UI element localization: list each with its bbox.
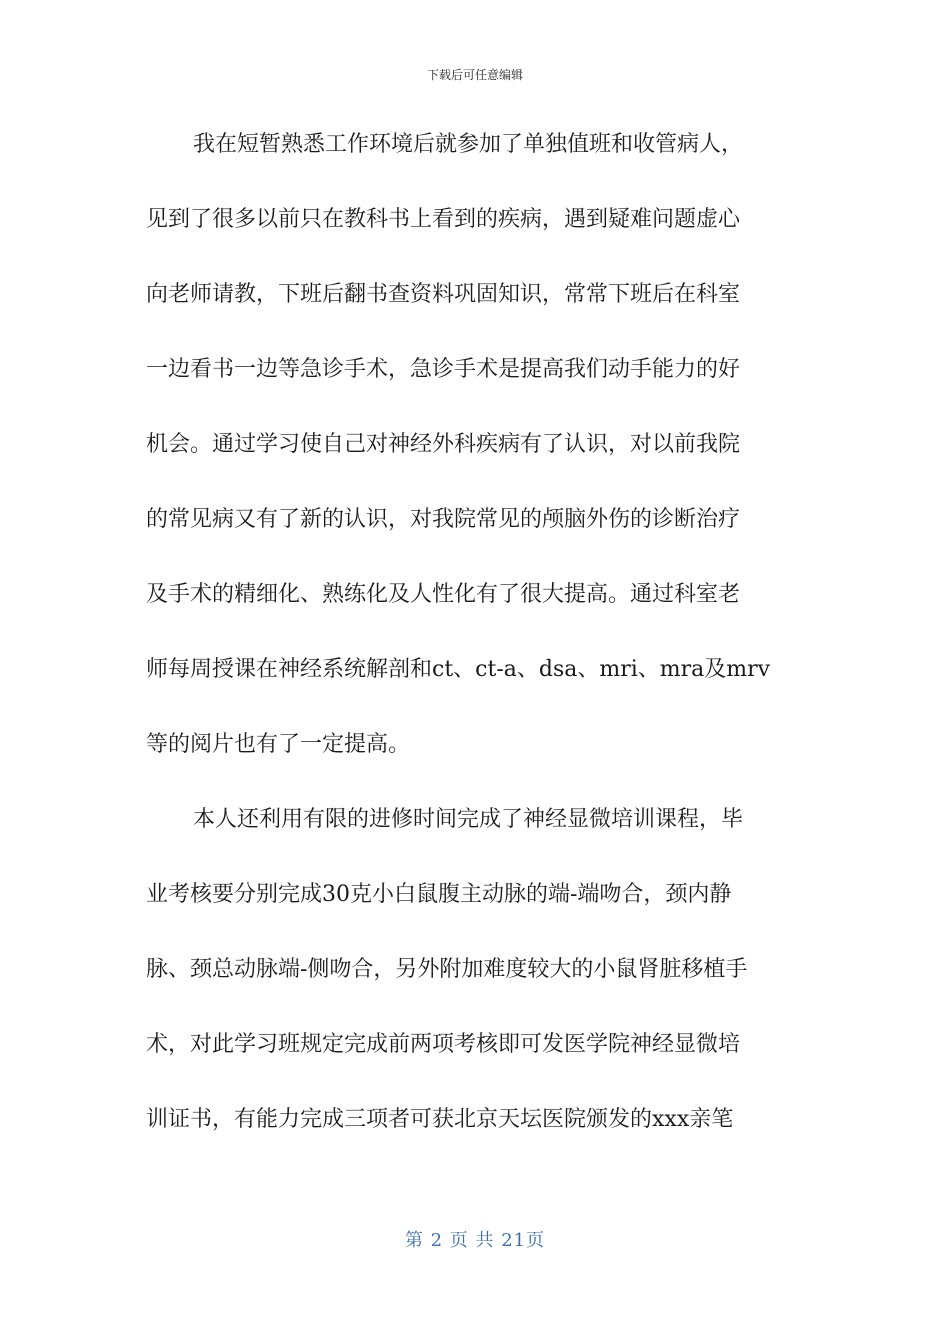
paragraph-line: 训证书，有能力完成三项者可获北京天坛医院颁发的xxx亲笔 xyxy=(146,1107,734,1132)
page-header: 下载后可任意编辑 xyxy=(426,68,523,82)
paragraph-line: 师每周授课在神经系统解剖和ct、ct-a、dsa、mri、mra及mrv xyxy=(146,657,771,682)
paragraph-line: 一边看书一边等急诊手术，急诊手术是提高我们动手能力的好 xyxy=(146,357,741,382)
paragraph-line: 及手术的精细化、熟练化及人性化有了很大提高。通过科室老 xyxy=(146,582,741,607)
paragraph-line: 等的阅片也有了一定提高。 xyxy=(146,732,411,757)
document-body xyxy=(146,126,806,1176)
paragraph-line: 业考核要分别完成30克小白鼠腹主动脉的端-端吻合，颈内静 xyxy=(146,882,732,907)
paragraph-line: 术，对此学习班规定完成前两项考核即可发医学院神经显微培 xyxy=(146,1032,741,1057)
paragraph-line: 脉、颈总动脉端-侧吻合，另外附加难度较大的小鼠肾脏移植手 xyxy=(146,957,748,982)
paragraph-line: 机会。通过学习使自己对神经外科疾病有了认识，对以前我院 xyxy=(146,432,741,457)
paragraph-line: 的常见病又有了新的认识，对我院常见的颅脑外伤的诊断治疗 xyxy=(146,507,741,532)
paragraph-line: 向老师请教，下班后翻书查资料巩固知识，常常下班后在科室 xyxy=(146,282,741,307)
paragraph-line: 本人还利用有限的进修时间完成了神经显微培训课程，毕 xyxy=(193,807,744,832)
paragraph-line: 我在短暂熟悉工作环境后就参加了单独值班和收管病人， xyxy=(193,132,744,157)
paragraph-line: 见到了很多以前只在教科书上看到的疾病，遇到疑难问题虚心 xyxy=(146,207,741,232)
page-number-footer: 第 2 页 共 21页 xyxy=(404,1230,546,1251)
